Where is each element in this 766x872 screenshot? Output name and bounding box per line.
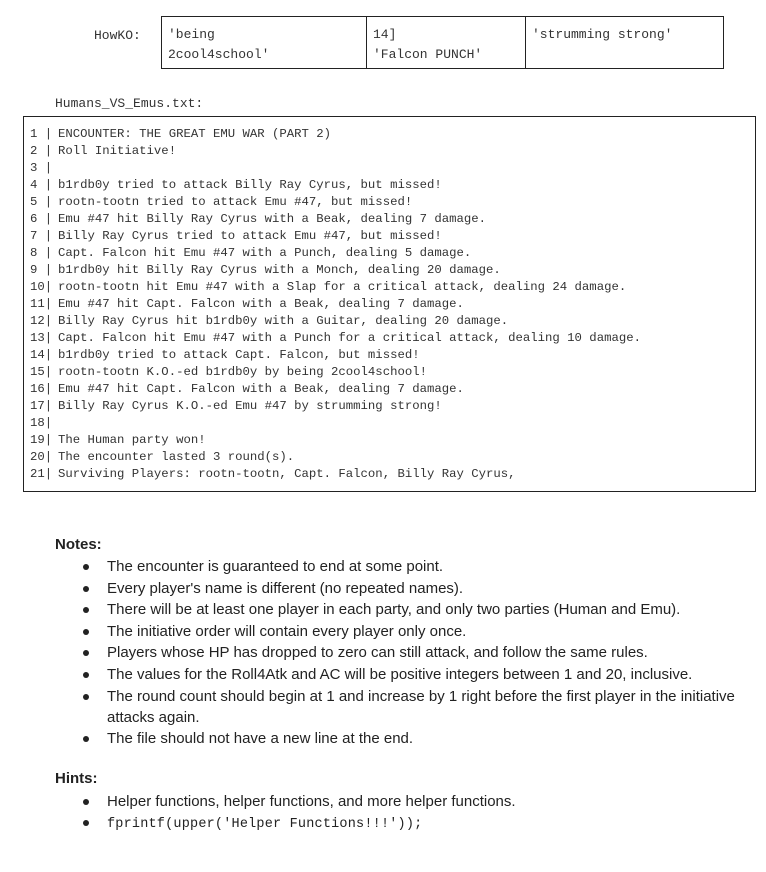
bullet-icon (83, 607, 89, 613)
file-line (24, 330, 755, 347)
bullet-icon (83, 736, 89, 742)
line-text: ENCOUNTER: THE GREAT EMU WAR (PART 2) (58, 127, 332, 141)
hint-item (81, 812, 741, 835)
line-number: 5 | (30, 195, 53, 209)
line-text: Billy Ray Cyrus tried to attack Emu #47, but missed! (58, 229, 442, 243)
file-line (24, 177, 755, 194)
file-line (24, 381, 755, 398)
line-number: 19| (30, 433, 53, 447)
howko-cell-2-line-2: 'Falcon PUNCH' (373, 47, 483, 62)
file-line (24, 432, 755, 449)
line-number: 10| (30, 280, 53, 294)
notes-list (81, 556, 741, 750)
note-item (81, 686, 741, 728)
line-text: Billy Ray Cyrus K.O.-ed Emu #47 by strumming strong! (58, 399, 442, 413)
line-text: Capt. Falcon hit Emu #47 with a Punch for a critical attack, dealing 10 damage. (58, 331, 641, 345)
line-text: Emu #47 hit Capt. Falcon with a Beak, dealing 7 damage. (58, 382, 464, 396)
line-number: 21| (30, 467, 53, 481)
line-number: 8 | (30, 246, 53, 260)
howko-table (161, 16, 724, 69)
note-text: Players whose HP has dropped to zero can still attack, and follow the same rules. (107, 644, 648, 662)
line-number: 16| (30, 382, 53, 396)
file-line (24, 279, 755, 296)
howko-cell-2-line-1: 14] (373, 27, 397, 42)
file-line (24, 398, 755, 415)
bullet-icon (83, 586, 89, 592)
line-text: Capt. Falcon hit Emu #47 with a Punch, dealing 5 damage. (58, 246, 472, 260)
line-text: b1rdb0y tried to attack Capt. Falcon, but missed! (58, 348, 420, 362)
note-text: Every player's name is different (no repeated names). (107, 579, 464, 597)
line-number: 11| (30, 297, 53, 311)
hint-item (81, 791, 741, 812)
file-content-box (23, 116, 756, 492)
note-item (81, 642, 741, 663)
line-number: 3 | (30, 161, 53, 175)
file-line (24, 466, 755, 483)
file-line (24, 160, 755, 177)
bullet-icon (83, 629, 89, 635)
howko-label: HowKO: (94, 28, 141, 43)
line-text: b1rdb0y tried to attack Billy Ray Cyrus, but missed! (58, 178, 442, 192)
howko-cell-2 (367, 17, 526, 69)
howko-cell-3-line-1: 'strumming strong' (532, 27, 673, 42)
line-number: 2 | (30, 144, 53, 158)
line-number: 9 | (30, 263, 53, 277)
howko-row (162, 17, 724, 69)
note-text: The initiative order will contain every player only once. (107, 622, 467, 640)
file-line (24, 313, 755, 330)
line-text: rootn-tootn tried to attack Emu #47, but missed! (58, 195, 413, 209)
bullet-icon (83, 650, 89, 656)
howko-cell-1 (162, 17, 367, 69)
line-number: 13| (30, 331, 53, 345)
note-item (81, 664, 741, 685)
file-line (24, 449, 755, 466)
file-line (24, 194, 755, 211)
note-text: The file should not have a new line at the end. (107, 730, 414, 748)
bullet-icon (83, 694, 89, 700)
line-number: 1 | (30, 127, 53, 141)
file-line (24, 364, 755, 381)
file-line (24, 143, 755, 160)
note-item (81, 621, 741, 642)
line-text: The Human party won! (58, 433, 206, 447)
file-line (24, 347, 755, 364)
hint-code: fprintf(upper('Helper Functions!!!')); (107, 817, 423, 832)
line-number: 7 | (30, 229, 53, 243)
line-number: 14| (30, 348, 53, 362)
bullet-icon (83, 799, 89, 805)
file-line (24, 211, 755, 228)
line-number: 15| (30, 365, 53, 379)
file-line (24, 228, 755, 245)
hints-title: Hints: (55, 770, 98, 787)
line-text: b1rdb0y hit Billy Ray Cyrus with a Monch, dealing 20 damage. (58, 263, 501, 277)
note-item (81, 578, 741, 599)
file-name-label: Humans_VS_Emus.txt: (55, 96, 204, 111)
note-text: The values for the Roll4Atk and AC will be positive integers between 1 and 20, inclusive. (107, 665, 693, 683)
file-line (24, 126, 755, 143)
line-text: Emu #47 hit Billy Ray Cyrus with a Beak, dealing 7 damage. (58, 212, 487, 226)
note-item (81, 599, 741, 620)
howko-cell-1-line-2: 2cool4school' (168, 47, 270, 62)
note-text: There will be at least one player in each party, and only two parties (Human and Emu). (107, 601, 681, 619)
line-text: The encounter lasted 3 round(s). (58, 450, 295, 464)
note-item (81, 556, 741, 577)
notes-title: Notes: (55, 536, 102, 553)
line-number: 6 | (30, 212, 53, 226)
line-number: 18| (30, 416, 53, 430)
bullet-icon (83, 820, 89, 826)
line-number: 17| (30, 399, 53, 413)
line-number: 20| (30, 450, 53, 464)
howko-cell-1-line-1: 'being (168, 27, 215, 42)
bullet-icon (83, 564, 89, 570)
line-text: rootn-tootn K.O.-ed b1rdb0y by being 2cool4school! (58, 365, 427, 379)
line-text: Surviving Players: rootn-tootn, Capt. Falcon, Billy Ray Cyrus, (58, 467, 516, 481)
line-text: Billy Ray Cyrus hit b1rdb0y with a Guitar, dealing 20 damage. (58, 314, 509, 328)
hint-text: Helper functions, helper functions, and more helper functions. (107, 793, 516, 810)
file-line (24, 245, 755, 262)
bullet-icon (83, 672, 89, 678)
file-line (24, 296, 755, 313)
file-line (24, 262, 755, 279)
note-text: The encounter is guaranteed to end at some point. (107, 558, 444, 575)
howko-cell-3 (526, 17, 724, 69)
note-item (81, 728, 741, 749)
line-number: 4 | (30, 178, 53, 192)
line-number: 12| (30, 314, 53, 328)
file-line (24, 415, 755, 432)
hints-list (81, 791, 741, 835)
line-text: Emu #47 hit Capt. Falcon with a Beak, dealing 7 damage. (58, 297, 464, 311)
note-text: The round count should begin at 1 and increase by 1 right before the first player in the initiative attacks again. (107, 687, 735, 726)
line-text: rootn-tootn hit Emu #47 with a Slap for a critical attack, dealing 24 damage. (58, 280, 627, 294)
line-text: Roll Initiative! (58, 144, 177, 158)
